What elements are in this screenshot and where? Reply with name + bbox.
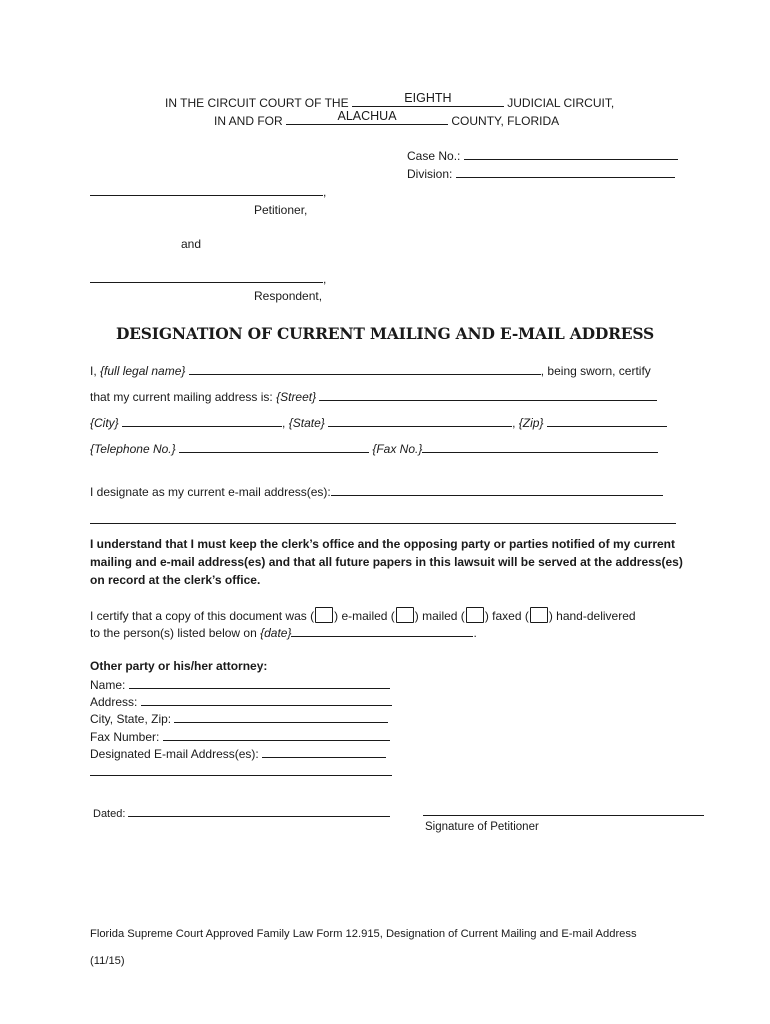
court-line-1-suffix: JUDICIAL CIRCUIT, <box>507 96 615 110</box>
and-text: and <box>181 237 202 251</box>
circuit-value: EIGHTH <box>404 91 452 105</box>
telephone-label: {Telephone No.} <box>90 442 176 456</box>
other-name-field[interactable] <box>129 677 390 689</box>
city-field[interactable] <box>122 415 282 427</box>
full-name-field[interactable] <box>189 363 541 375</box>
state-label: {State} <box>288 416 325 430</box>
court-line-2-suffix: COUNTY, FLORIDA <box>451 114 560 128</box>
email-row <box>90 484 663 499</box>
fax-label: {Fax No.} <box>372 442 423 456</box>
street-row <box>90 389 657 404</box>
court-line-2 <box>214 109 560 128</box>
email-field[interactable] <box>331 484 663 496</box>
faxed-checkbox[interactable] <box>466 607 484 623</box>
circuit-field[interactable] <box>352 91 504 107</box>
petitioner-label: Petitioner, <box>254 203 308 217</box>
other-email-extra-line[interactable] <box>90 775 392 776</box>
i-text: I, <box>90 364 97 378</box>
other-city-row <box>90 711 388 726</box>
respondent-field[interactable] <box>90 271 323 283</box>
email-designate-text: I designate as my current e-mail address(es): <box>90 485 331 499</box>
full-name-label: {full legal name} <box>100 364 186 378</box>
other-email-row <box>90 746 386 761</box>
street-label: {Street} <box>276 390 317 404</box>
certify-line2-prefix: to the person(s) listed below on <box>90 626 257 640</box>
petitioner-row: , <box>90 184 326 199</box>
respondent-row: , <box>90 271 326 286</box>
email-extra-line[interactable] <box>90 523 676 524</box>
footer-form-text: Florida Supreme Court Approved Family Law Form 12.915, Designation of Current Mailing and E-mail Address <box>90 928 637 940</box>
date-label: {date} <box>260 626 292 640</box>
case-no-field[interactable] <box>464 148 678 160</box>
other-name-label: Name: <box>90 678 126 692</box>
other-address-field[interactable] <box>141 694 392 706</box>
division-row <box>407 166 675 181</box>
certify-date-field[interactable] <box>291 625 473 637</box>
court-line-1-prefix: IN THE CIRCUIT COURT OF THE <box>165 96 349 110</box>
mailed-checkbox[interactable] <box>396 607 414 623</box>
dated-field[interactable] <box>128 806 390 817</box>
other-fax-row <box>90 729 390 744</box>
county-field[interactable] <box>286 109 448 125</box>
certify-row <box>90 607 636 623</box>
zip-field[interactable] <box>547 415 667 427</box>
dated-row <box>93 806 390 820</box>
court-line-2-prefix: IN AND FOR <box>214 114 283 128</box>
case-no-row <box>407 148 678 163</box>
division-field[interactable] <box>456 166 675 178</box>
dated-label: Dated: <box>93 808 126 820</box>
hand-delivered-checkbox[interactable] <box>530 607 548 623</box>
case-no-label: Case No.: <box>407 149 461 163</box>
court-line-1 <box>165 91 615 110</box>
other-email-field[interactable] <box>262 746 386 758</box>
street-field[interactable] <box>319 389 657 401</box>
signature-line[interactable] <box>423 815 704 816</box>
other-city-field[interactable] <box>174 711 388 723</box>
hand-delivered-label: ) hand-delivered <box>548 609 636 623</box>
division-label: Division: <box>407 167 453 181</box>
footer-revision: (11/15) <box>90 955 125 967</box>
petitioner-field[interactable] <box>90 184 323 196</box>
mailed-label: ) mailed ( <box>414 609 465 623</box>
sworn-text: , being sworn, certify <box>540 364 651 378</box>
signature-label: Signature of Petitioner <box>425 821 539 833</box>
other-address-row <box>90 694 392 709</box>
emailed-checkbox[interactable] <box>315 607 333 623</box>
faxed-label: ) faxed ( <box>484 609 529 623</box>
document-title: DESIGNATION OF CURRENT MAILING AND E-MAIL ADDRESS <box>115 324 655 343</box>
state-field[interactable] <box>328 415 512 427</box>
respondent-label: Respondent, <box>254 289 323 303</box>
other-city-label: City, State, Zip: <box>90 712 172 726</box>
address-text: that my current mailing address is: <box>90 390 273 404</box>
zip-label: {Zip} <box>518 416 544 430</box>
city-label: {City} <box>90 416 119 430</box>
other-fax-label: Fax Number: <box>90 730 160 744</box>
other-email-label: Designated E-mail Address(es): <box>90 747 259 761</box>
fax-field[interactable] <box>422 441 658 453</box>
certify-date-row: to the person(s) listed below on {date} . <box>90 626 477 640</box>
emailed-label: ) e-mailed ( <box>334 609 395 623</box>
other-party-heading: Other party or his/her attorney: <box>90 659 268 673</box>
phone-fax-row <box>90 441 658 456</box>
other-name-row <box>90 677 390 692</box>
other-address-label: Address: <box>90 695 138 709</box>
legal-name-row <box>90 363 651 378</box>
understand-paragraph: I understand that I must keep the clerk’s office and the opposing party or parties notified of my current mailing and e-mail address(es) and that all future papers in this lawsuit will be served at the address(es) on record at the clerk’s office. <box>90 537 683 587</box>
county-value: ALACHUA <box>337 109 397 123</box>
certify-prefix: I certify that a copy of this document was ( <box>90 609 315 623</box>
telephone-field[interactable] <box>179 441 369 453</box>
city-state-zip-row: {City} , {State} , {Zip} <box>90 415 667 430</box>
other-fax-field[interactable] <box>163 729 390 741</box>
